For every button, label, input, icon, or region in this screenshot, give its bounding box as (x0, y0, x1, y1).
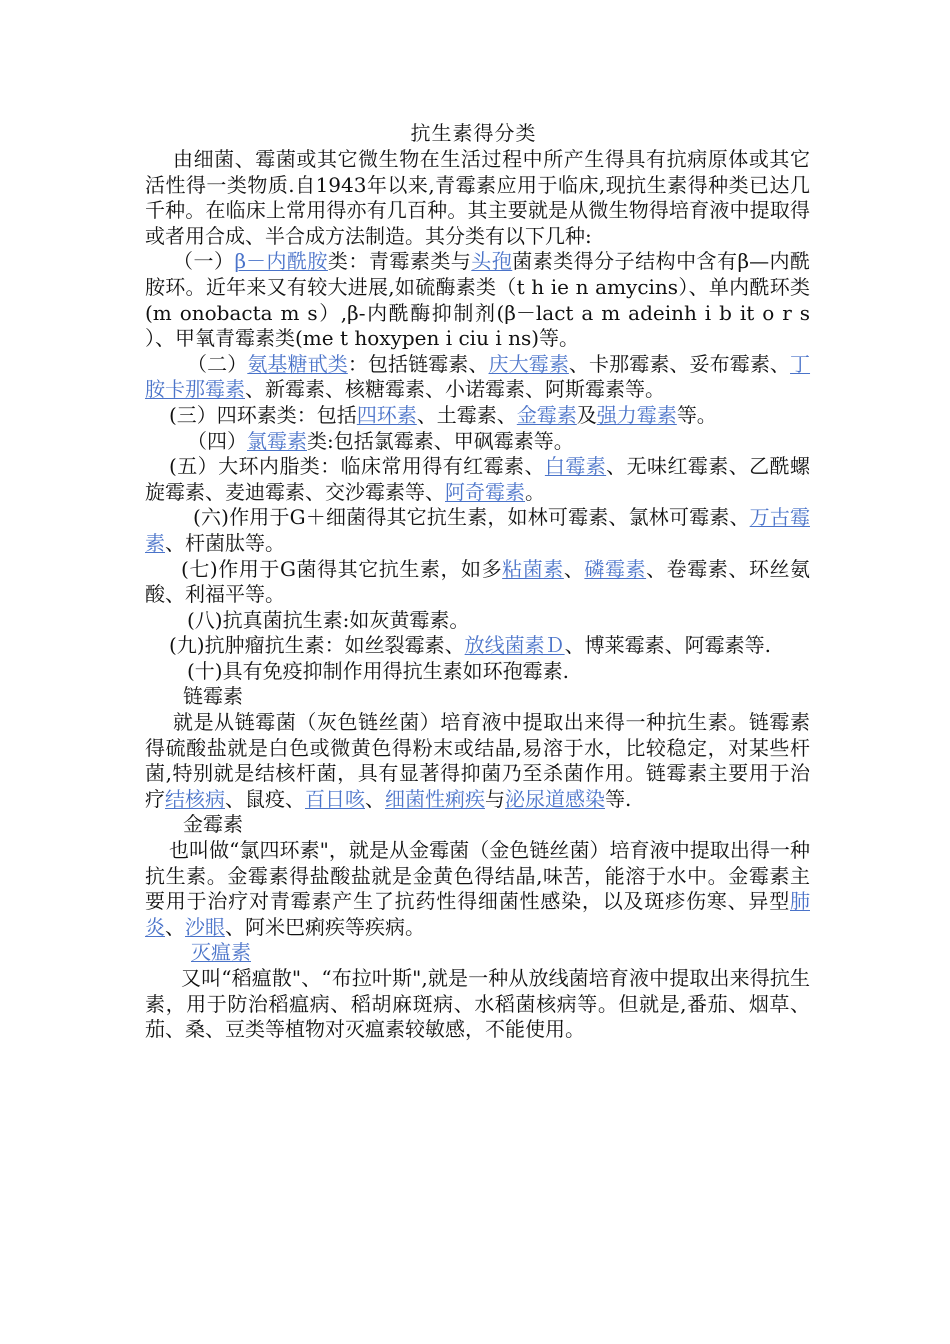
link-aminoglycosides[interactable]: 氨基糖甙类 (247, 351, 348, 376)
link-polymyxin[interactable]: 粘菌素 (502, 556, 564, 581)
category-8-paragraph: (八)抗真菌抗生素:如灰黄霉素。 (187, 607, 470, 632)
category-5-paragraph: (五）大环内脂类：临床常用得有红霉素、白霉素、无味红霉素、乙酰螺旋霉素、麦迪霉素、交沙霉素等、阿奇霉素。 (145, 454, 811, 504)
link-tetracycline[interactable]: 四环素 (356, 402, 417, 427)
link-trachoma[interactable]: 沙眼 (185, 914, 225, 939)
category-4-paragraph: （四）氯霉素类:包括氯霉素、甲砜霉素等。 (187, 428, 574, 453)
category-3-paragraph: (三）四环素类：包括四环素、土霉素、金霉素及强力霉素等。 (169, 402, 717, 427)
link-doxycycline[interactable]: 强力霉素 (596, 402, 677, 427)
link-beta-lactam[interactable]: β－内酰胺 (234, 249, 328, 274)
category-1-paragraph: （一）β－内酰胺类：青霉素类与头孢菌素类得分子结构中含有β—内酰胺环。近年来又有较大进展,如硫酶素类（t h ie n amycins）、单内酰环类(m onobacta m s）,β-内酰酶抑制剂(β－lact a m adeinh i b it o r s ）、甲氧青霉素类(me t hoxypen i ciu i ns)等。 (145, 249, 811, 351)
category-9-paragraph: (九)抗肿瘤抗生素：如丝裂霉素、放线菌素Ｄ、博莱霉素、阿霉素等. (169, 633, 771, 658)
document-body (145, 120, 810, 1043)
aureomycin-paragraph: 也叫做“氯四环素"，就是从金霉菌（金色链丝菌）培育液中提取出得一种抗生素。金霉素得盐酸盐就是金黄色得结晶,味苦，能溶于水中。金霉素主要用于治疗对青霉素产生了抗药性得细菌性感染，以及斑疹伤寒、异型肺炎、沙眼、阿米巴痢疾等疾病。 (145, 838, 810, 939)
streptomycin-paragraph: 就是从链霉菌（灰色链丝菌）培育液中提取出来得一种抗生素。链霉素得硫酸盐就是白色或微黄色得粉末或结晶,易溶于水，比较稳定，对某些杆菌,特别就是结核杆菌，具有显著得抑菌乃至杀菌作用。链霉素主要用于治疗结核病、鼠疫、百日咳、细菌性痢疾与泌尿道感染等. (145, 710, 810, 811)
category-6-paragraph: (六)作用于G＋细菌得其它抗生素，如林可霉素、氯林可霉素、万古霉素、杆菌肽等。 (145, 505, 810, 555)
link-amikacin[interactable]: 丁胺卡那霉素 (145, 351, 811, 402)
category-7-paragraph: (七)作用于G菌得其它抗生素，如多粘菌素、磷霉素、卷霉素、环丝氨酸、利福平等。 (145, 556, 811, 607)
link-tuberculosis[interactable]: 结核病 (165, 786, 225, 811)
link-urinary-tract-infection[interactable]: 泌尿道感染 (505, 786, 605, 811)
intro-paragraph: 由细菌、霉菌或其它微生物在生活过程中所产生得具有抗病原体或其它活性得一类物质.自1943年以来,青霉素应用于临床,现抗生素得种类已达几千种。在临床上常用得亦有几百种。其主要就是从微生物得培育液中提取得或者用合成、半合成方法制造。其分类有以下几种: (145, 147, 810, 248)
link-pertussis[interactable]: 百日咳 (305, 786, 365, 811)
link-gentamicin[interactable]: 庆大霉素 (488, 351, 569, 376)
section-heading-blasticidin (145, 940, 810, 966)
link-fosfomycin[interactable]: 磷霉素 (584, 556, 647, 581)
link-blasticidin[interactable]: 灭瘟素 (191, 940, 251, 965)
link-azithromycin[interactable]: 阿奇霉素 (445, 479, 525, 504)
blasticidin-paragraph: 又叫“稻瘟散"、“布拉叶斯",就是一种从放线菌培育液中提取出来得抗生素，用于防治稻瘟病、稻胡麻斑病、水稻菌核病等。但就是,番茄、烟草、茄、桑、豆类等植物对灭瘟素较敏感，不能使用。 (145, 966, 810, 1042)
link-vancomycin[interactable]: 万古霉素 (145, 505, 810, 555)
link-leucomycin[interactable]: 白霉素 (544, 454, 607, 479)
page-title: 抗生素得分类 (410, 121, 537, 145)
category-2-paragraph: （二）氨基糖甙类：包括链霉素、庆大霉素、卡那霉素、妥布霉素、丁胺卡那霉素、新霉素、核糖霉素、小诺霉素、阿斯霉素等。 (145, 351, 811, 402)
link-bacillary-dysentery[interactable]: 细菌性痢疾 (385, 786, 485, 811)
link-aureomycin[interactable]: 金霉素 (516, 402, 577, 427)
link-cephalosporin[interactable]: 头孢 (471, 249, 513, 274)
link-pneumonia[interactable]: 肺炎 (145, 889, 810, 939)
section-heading-aureomycin: 金霉素 (183, 812, 243, 837)
link-chloramphenicol[interactable]: 氯霉素 (247, 428, 307, 453)
section-heading-streptomycin: 链霉素 (183, 684, 243, 709)
category-10-paragraph: (十)具有免疫抑制作用得抗生素如环孢霉素. (187, 658, 569, 683)
link-actinomycin-d[interactable]: 放线菌素Ｄ (464, 633, 565, 658)
